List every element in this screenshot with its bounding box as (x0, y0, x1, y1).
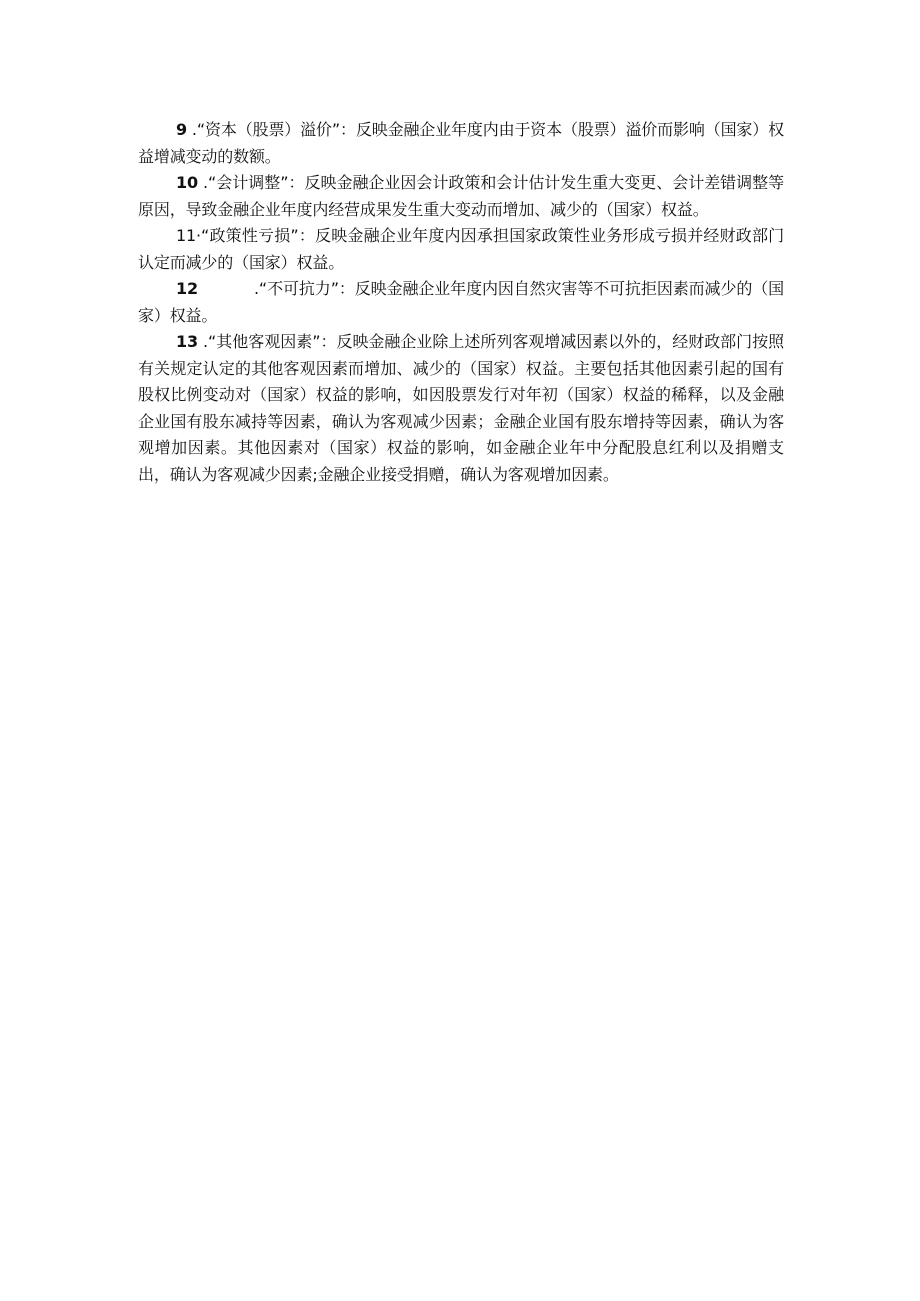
item-text: “会计调整”：反映金融企业因会计政策和会计估计发生重大变更、会计差错调整等原因，导致金融企业年度内经营成果发生重大变动而增加、减少的（国家）权益。 (138, 173, 785, 219)
item-number: 12 (176, 279, 198, 298)
paragraph-item-11 (138, 223, 784, 276)
item-text: “资本（股票）溢价”：反映金融企业年度内由于资本（股票）溢价而影响（国家）权益增减变动的数额。 (138, 120, 784, 166)
item-number: 11· (176, 226, 201, 245)
paragraph-item-13 (138, 329, 784, 488)
item-separator: . (197, 173, 208, 192)
paragraph-item-9 (138, 117, 784, 170)
item-text: “不可抗力”：反映金融企业年度内因自然灾害等不可抗拒因素而减少的（国家）权益。 (138, 279, 784, 325)
item-number: 10 (176, 173, 198, 192)
item-text: “政策性亏损”：反映金融企业年度内因承担国家政策性业务形成亏损并经财政部门认定而减少的（国家）权益。 (138, 226, 784, 272)
paragraph-item-12 (138, 276, 784, 329)
item-text: “其他客观因素”：反映金融企业除上述所列客观增减因素以外的，经财政部门按照有关规定认定的其他客观因素而增加、减少的（国家）权益。主要包括其他因素引起的国有股权比例变动对（国家）权益的影响，如因股票发行对年初（国家）权益的稀释，以及金融企业国有股东减持等因素，确认为客观减少因素；金融企业国有股东增持等因素，确认为客观增加因素。其他因素对（国家）权益的影响，如金融企业年中分配股息红利以及捐赠支出，确认为客观减少因素;金融企业接受捐赠，确认为客观增加因素。 (138, 332, 785, 484)
document-body (138, 117, 784, 488)
item-separator: . (197, 332, 208, 351)
item-number: 9 (176, 120, 187, 139)
item-separator: . (253, 279, 259, 298)
item-separator: . (186, 120, 197, 139)
item-number: 13 (176, 332, 198, 351)
paragraph-item-10 (138, 170, 784, 223)
